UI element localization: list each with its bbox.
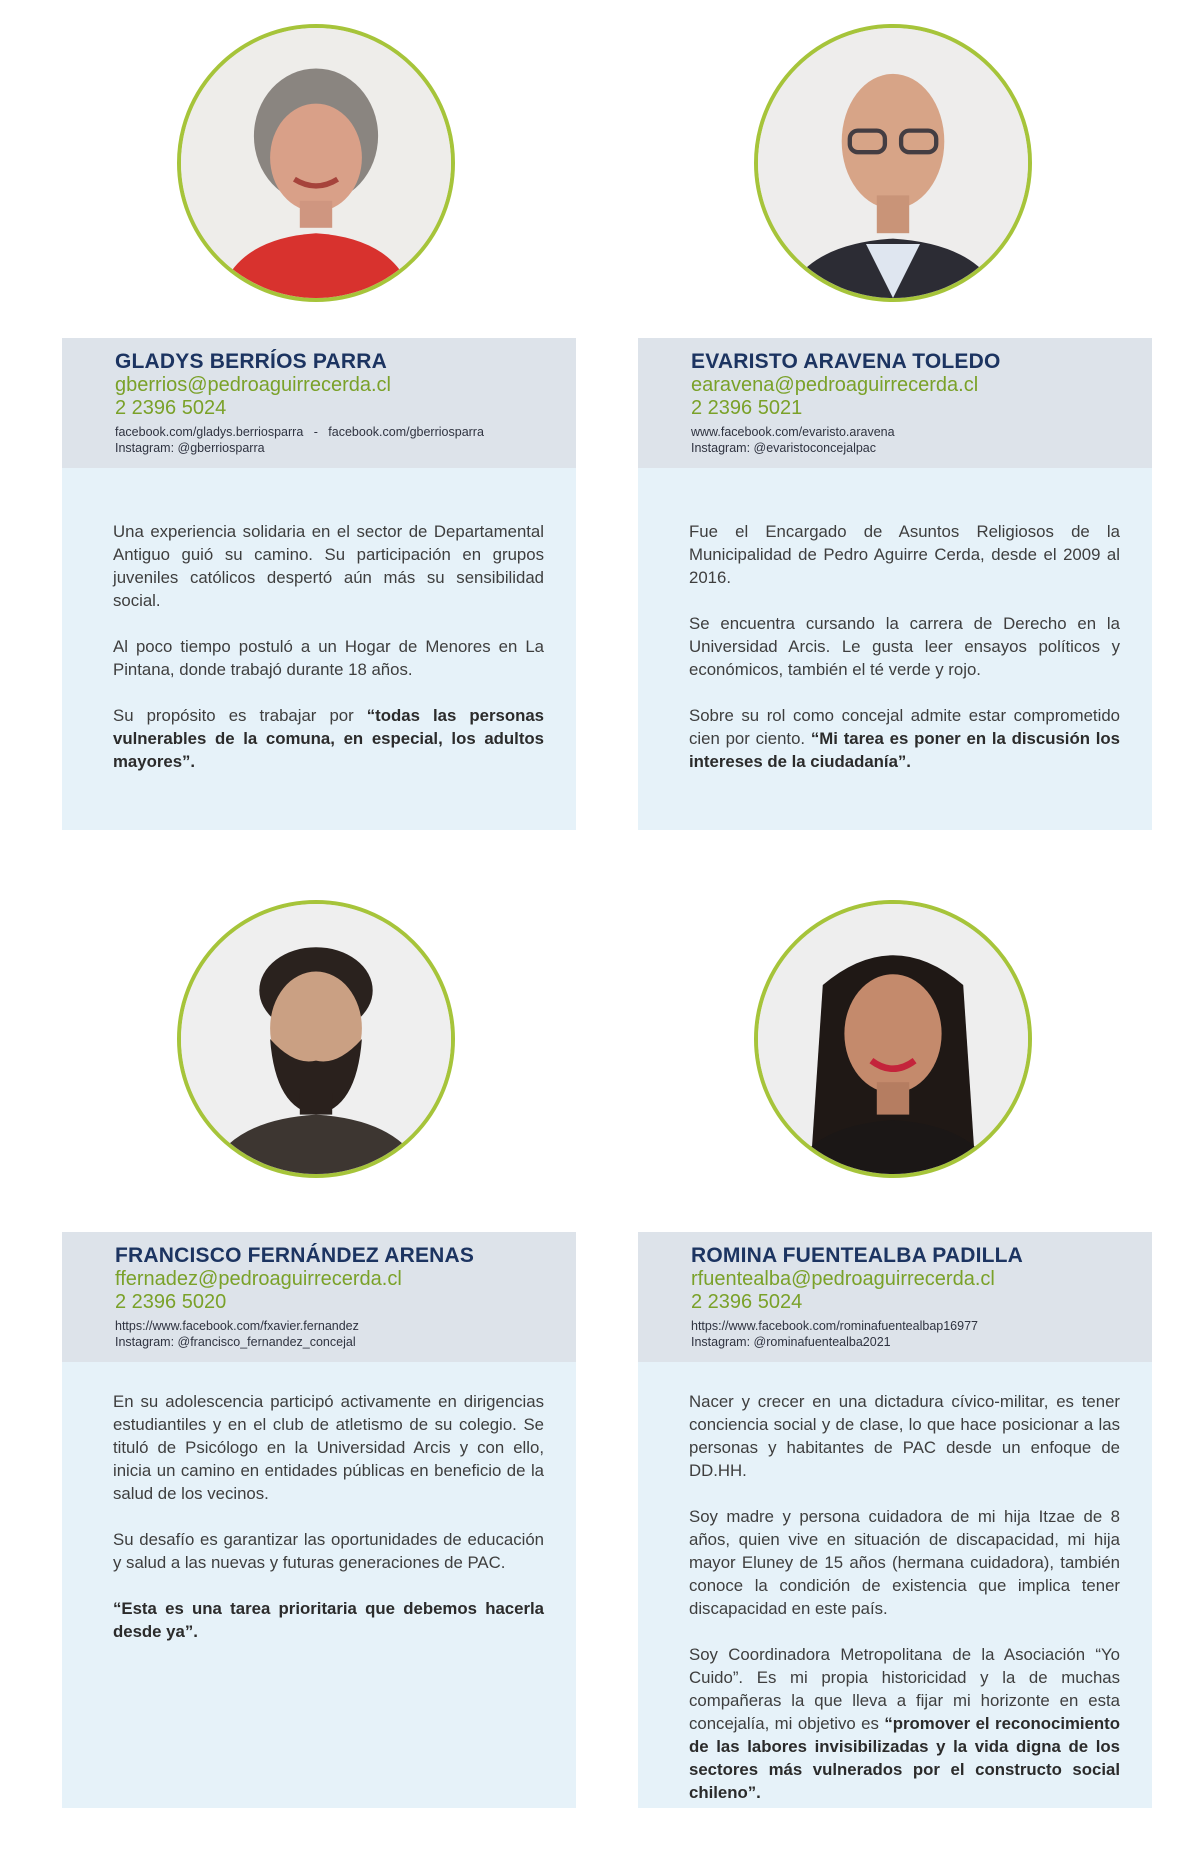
bio-paragraph: Una experiencia solidaria en el sector de Departamental Antiguo guió su camino. Su participación en grupos juveniles católicos despertó aún más su sensibilidad social. [113, 522, 544, 610]
member-email[interactable]: earavena@pedroaguirrecerda.cl [691, 374, 979, 396]
bio-paragraph: Al poco tiempo postuló a un Hogar de Menores en La Pintana, donde trabajó durante 18 años. [113, 637, 544, 679]
member-bio [638, 468, 1152, 830]
member-name: EVARISTO ARAVENA TOLEDO [691, 350, 1001, 373]
member-header [62, 1232, 576, 1362]
social-facebook[interactable]: https://www.facebook.com/rominafuentealbap16977 [691, 1319, 978, 1333]
bio-paragraph: En su adolescencia participó activamente en dirigencias estudiantiles y en el club de atletismo de su colegio. Se tituló de Psicólogo en la Universidad Arcis y con ello, inicia un camino en entidades públicas en beneficio de la salud de los vecinos. [113, 1392, 544, 1503]
member-social [691, 424, 1132, 456]
social-instagram[interactable]: Instagram: @rominafuentealba2021 [691, 1335, 891, 1349]
bio-paragraph: Soy madre y persona cuidadora de mi hija Itzae de 8 años, quien vive en situación de discapacidad, mi hija mayor Eluney de 15 años (hermana cuidadora), también conoce la condición de existencia que implica tener discapacidad en este país. [689, 1507, 1120, 1618]
bio-paragraph: Sobre su rol como concejal admite estar comprometido cien por ciento. “Mi tarea es poner en la discusión los intereses de la ciudadanía”. [689, 706, 1121, 771]
bio-paragraph: Soy Coordinadora Metropolitana de la Asociación “Yo Cuido”. Es mi propia historicidad y la de muchas compañeras la que lleva a fijar mi horizonte en esta concejalía, mi objetivo es “promover el reconocimiento de las labores invisibilizadas y la vida digna de los sectores más vulnerados por el constructo social chileno”. [689, 1645, 1120, 1802]
portrait-francisco [181, 904, 451, 1174]
bio-quote: “todas las personas vulnerables de la comuna, en especial, los adultos mayores”. [113, 706, 545, 771]
social-facebook[interactable]: https://www.facebook.com/fxavier.fernandez [115, 1319, 359, 1333]
bio-quote: “Mi tarea es poner en la discusión los intereses de la ciudadanía”. [689, 729, 1121, 771]
member-email[interactable]: ffernadez@pedroaguirrecerda.cl [115, 1268, 402, 1290]
bio-paragraph [113, 1597, 544, 1643]
member-phone: 2 2396 5020 [115, 1291, 227, 1313]
member-name: ROMINA FUENTEALBA PADILLA [691, 1244, 1024, 1267]
bio-paragraph: Su propósito es trabajar por “todas las personas vulnerables de la comuna, en especial, los adultos mayores”. [113, 706, 545, 771]
bio-paragraph: Su desafío es garantizar las oportunidades de educación y salud a las nuevas y futuras generaciones de PAC. [113, 1530, 544, 1572]
member-bio [62, 468, 576, 830]
member-header [638, 338, 1152, 468]
member-header [62, 338, 576, 468]
bio-quote: “promover el reconocimiento de las labores invisibilizadas y la vida digna de los sectores más vulnerados por el constructo social chileno”. [689, 1714, 1120, 1802]
member-name: FRANCISCO FERNÁNDEZ ARENAS [115, 1244, 475, 1267]
member-bio [62, 1362, 576, 1808]
member-phone: 2 2396 5024 [115, 397, 227, 419]
social-facebook[interactable]: www.facebook.com/evaristo.aravena [691, 425, 895, 439]
member-email[interactable]: gberrios@pedroaguirrecerda.cl [115, 374, 391, 396]
social-facebook[interactable]: facebook.com/gladys.berriosparra - facebook.com/gberriosparra [115, 425, 484, 439]
bio-quote: “Esta es una tarea prioritaria que debemos hacerla desde ya”. [113, 1599, 544, 1641]
portrait-evaristo [758, 28, 1028, 298]
member-bio [638, 1362, 1152, 1808]
member-phone: 2 2396 5024 [691, 1291, 803, 1313]
social-instagram[interactable]: Instagram: @francisco_fernandez_concejal [115, 1335, 356, 1349]
social-instagram[interactable]: Instagram: @evaristoconcejalpac [691, 441, 876, 455]
portrait-romina [758, 904, 1028, 1174]
member-phone: 2 2396 5021 [691, 397, 803, 419]
member-social [115, 1318, 556, 1350]
member-name: GLADYS BERRÍOS PARRA [115, 350, 387, 373]
bio-paragraph: Nacer y crecer en una dictadura cívico-militar, es tener conciencia social y de clase, lo que hace posicionar a las personas y habitantes de PAC desde un enfoque de DD.HH. [689, 1392, 1120, 1480]
bio-paragraph: Se encuentra cursando la carrera de Derecho en la Universidad Arcis. Le gusta leer ensayos políticos y económicos, también el té verde y rojo. [689, 614, 1120, 679]
member-photo [754, 24, 1032, 302]
member-photo [754, 900, 1032, 1178]
member-header [638, 1232, 1152, 1362]
member-email[interactable]: rfuentealba@pedroaguirrecerda.cl [691, 1268, 995, 1290]
social-instagram[interactable]: Instagram: @gberriosparra [115, 441, 265, 455]
portrait-gladys [181, 28, 451, 298]
bio-paragraph: Fue el Encargado de Asuntos Religiosos de la Municipalidad de Pedro Aguirre Cerda, desde el 2009 al 2016. [689, 522, 1120, 587]
member-photo [177, 24, 455, 302]
member-social [691, 1318, 1132, 1350]
member-photo [177, 900, 455, 1178]
member-social [115, 424, 556, 456]
